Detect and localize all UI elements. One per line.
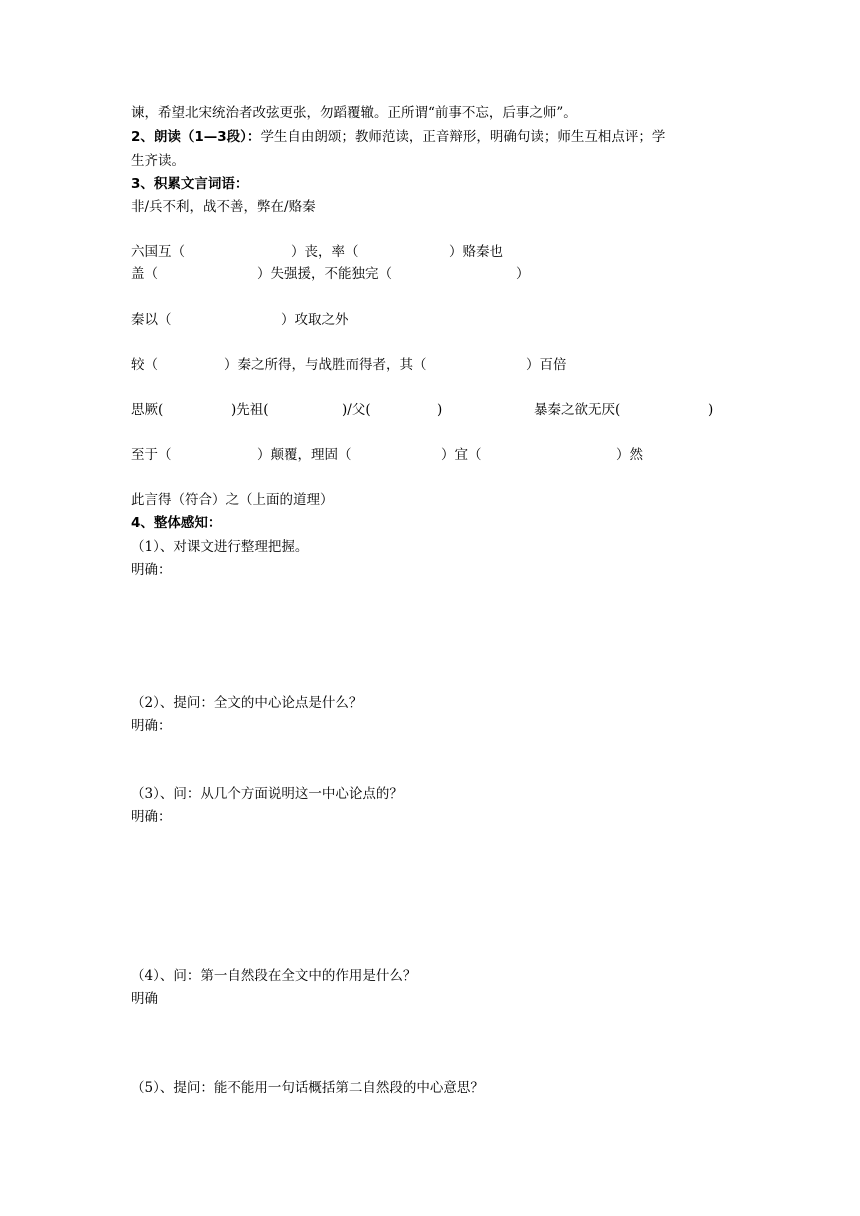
vocab-row-1-b: ）丧，率（ bbox=[291, 244, 359, 260]
vocab-row-4-a: 较（ bbox=[131, 357, 158, 373]
section2-line1 bbox=[131, 127, 665, 147]
answer-label-3: 明确： bbox=[131, 809, 172, 825]
vocab-row-5-c: )/父( bbox=[342, 402, 371, 418]
vocab-row-1 bbox=[131, 242, 731, 262]
vocab-row-5-b: )先祖( bbox=[231, 402, 269, 418]
vocab-row-6 bbox=[131, 445, 731, 465]
vocab-row-6-b: ）颠覆，理固（ bbox=[257, 447, 352, 463]
vocab-row-7: 此言得（符合）之（上面的道理） bbox=[131, 492, 334, 508]
vocab-row-4-c: ）百倍 bbox=[526, 357, 567, 373]
section3-heading: 3、积累文言词语： bbox=[131, 176, 249, 192]
section2-text1: 学生自由朗颂；教师范读，正音辩形，明确句读；师生互相点评；学 bbox=[260, 129, 666, 145]
vocab-row-5-d: ) bbox=[437, 402, 443, 418]
question-4: （4）、问：第一自然段在全文中的作用是什么？ bbox=[131, 968, 417, 984]
section4-heading: 4、整体感知： bbox=[131, 515, 222, 531]
vocab-row-2-c: ） bbox=[516, 266, 530, 282]
vocab-row-0: 非/兵不利，战不善，弊在/赂秦 bbox=[131, 199, 316, 215]
answer-label-1: 明确： bbox=[131, 562, 172, 578]
vocab-row-2-a: 盖（ bbox=[131, 266, 158, 282]
intro-line: 谏，希望北宋统治者改弦更张，勿蹈覆辙。正所谓“前事不忘，后事之师”。 bbox=[131, 105, 577, 121]
question-3: （3）、问：从几个方面说明这一中心论点的？ bbox=[131, 786, 403, 802]
vocab-row-1-c: ）赂秦也 bbox=[449, 244, 503, 260]
vocab-row-2-b: ）失强援，不能独完（ bbox=[257, 266, 392, 282]
vocab-row-6-c: ）宜（ bbox=[441, 447, 482, 463]
answer-label-2: 明确： bbox=[131, 718, 172, 734]
vocab-row-3-b: ）攻取之外 bbox=[281, 312, 349, 328]
vocab-row-3-a: 秦以（ bbox=[131, 312, 172, 328]
vocab-row-5 bbox=[131, 400, 731, 420]
vocab-row-5-a: 思厥( bbox=[131, 402, 164, 418]
vocab-row-2 bbox=[131, 264, 731, 284]
question-1: （1）、对课文进行整理把握。 bbox=[131, 539, 309, 555]
question-2: （2）、提问：全文的中心论点是什么？ bbox=[131, 695, 363, 711]
vocab-row-6-a: 至于（ bbox=[131, 447, 172, 463]
vocab-row-4-b: ）秦之所得，与战胜而得者，其（ bbox=[224, 357, 427, 373]
section2-line2: 生齐读。 bbox=[131, 153, 185, 169]
vocab-row-5-f: ) bbox=[708, 402, 714, 418]
question-5: （5）、提问：能不能用一句话概括第二自然段的中心意思？ bbox=[131, 1080, 484, 1096]
vocab-row-5-e: 暴秦之欲无厌( bbox=[534, 402, 621, 418]
section2-heading: 2、朗读（1—3段）： bbox=[131, 129, 261, 145]
vocab-row-4 bbox=[131, 355, 731, 375]
vocab-row-6-d: ）然 bbox=[616, 447, 643, 463]
vocab-row-1-a: 六国互（ bbox=[131, 244, 185, 260]
vocab-row-3 bbox=[131, 310, 731, 330]
answer-label-4: 明确 bbox=[131, 991, 158, 1007]
